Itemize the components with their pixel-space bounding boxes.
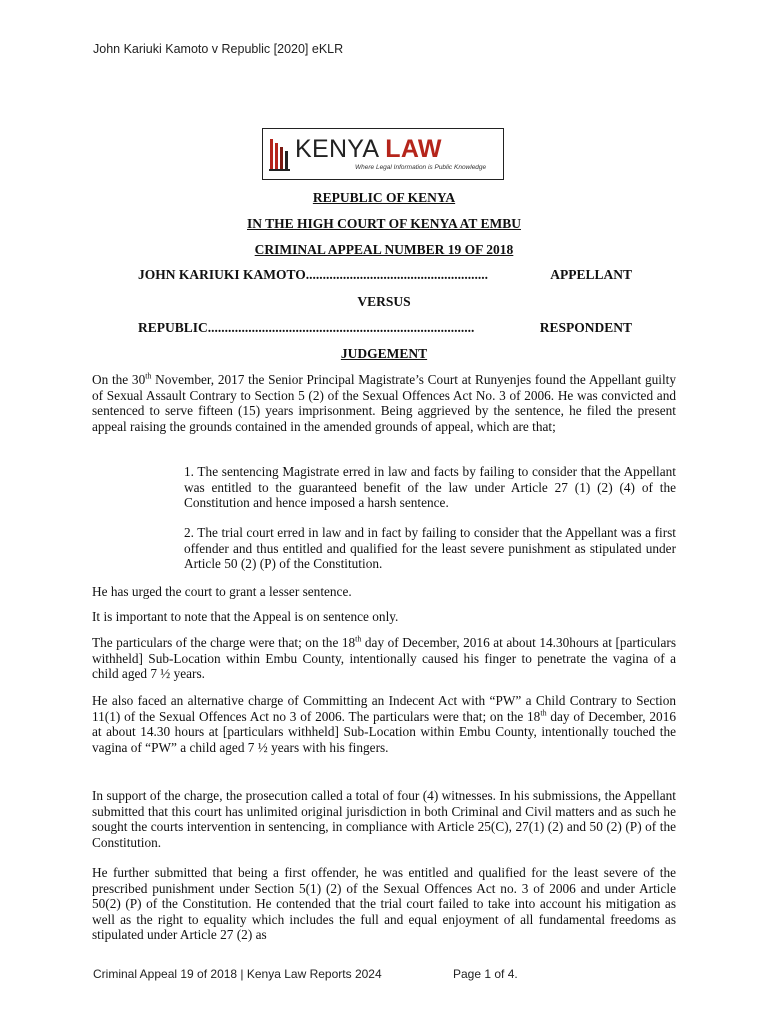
appellant-dots: ...................................................... [305,267,489,282]
p1-text-b: November, 2017 the Senior Principal Magistrate’s Court at Runyenjes found the Appellant guilty of Sexual Assault Contrary to Section 5 (2) of the Sexual Offences Act No. 3 of 2006. He was convicted and sentenced to serve fifteen (15) years imprisonment. Being aggrieved by the sentence, he filed the present appeal raising the grounds contained in the amended grounds of appeal, which are that; [92,372,676,434]
logo-word-kenya: KENYA [295,135,379,163]
versus-label: VERSUS [357,294,411,309]
kenya-law-logo [262,128,504,180]
logo-word-law: LAW [385,135,442,163]
respondent-role: RESPONDENT [539,320,632,335]
paragraph-4 [92,635,676,682]
paragraph-6: In support of the charge, the prosecution called a total of four (4) witnesses. In his submissions, the Appellant submitted that this court has unlimited original jurisdiction in both Criminal and Civil matters and as such he sought the courts intervention in sentencing, in compliance with Article 25(C), 27(1) (2) and 50 (2) (P) of the Constitution. [92,788,676,850]
p5-sup: th [540,708,547,718]
logo-bars-icon [269,137,291,171]
respondent-dots: ............................................................................... [207,320,475,335]
heading-case-number: CRIMINAL APPEAL NUMBER 19 OF 2018 [254,242,514,257]
heading-judgement: JUDGEMENT [340,346,428,361]
appellant-name: JOHN KARIUKI KAMOTO [138,267,306,282]
running-header: John Kariuki Kamoto v Republic [2020] eKLR [93,42,344,56]
appellant-role: APPELLANT [550,267,632,282]
respondent-line [138,320,632,336]
appellant-line [138,267,632,283]
respondent-name: REPUBLIC [138,320,208,335]
logo-tagline: Where Legal Information is Public Knowledge [355,164,487,171]
footer-page-number: Page 1 of 4. [453,967,518,981]
p4-sup: th [355,634,362,644]
heading-republic: REPUBLIC OF KENYA [312,190,456,205]
paragraph-3: It is important to note that the Appeal is on sentence only. [92,609,399,624]
paragraph-5 [92,693,676,755]
heading-court: IN THE HIGH COURT OF KENYA AT EMBU [247,216,521,231]
ground-1: 1. The sentencing Magistrate erred in law and facts by failing to consider that the Appellant was entitled to the guaranteed benefit of the law under Article 27 (1) (2) (4) of the Constitution and hence imposed a harsh sentence. [184,464,676,511]
p4-text-a: The particulars of the charge were that; on the 18 [92,635,356,650]
footer-citation: Criminal Appeal 19 of 2018 | Kenya Law Reports 2024 [93,967,382,981]
paragraph-2: He has urged the court to grant a lesser sentence. [92,584,352,599]
p1-text-a: On the 30 [92,372,146,387]
p1-sup: th [145,371,152,381]
logo-wordmark [295,135,442,163]
p5-text-a: He also faced an alternative charge of Committing an Indecent Act with “PW” a Child Contrary to Section 11(1) of the Sexual Offences Act no 3 of 2006. The particulars were that; on the 18 [92,693,676,724]
paragraph-1 [92,372,676,434]
paragraph-7: He further submitted that being a first offender, he was entitled and qualified for the least severe of the prescribed punishment under Section 5(1) (2) of the Sexual Offences Act no. 3 of 2006 and under Article 50(2) (P) of the Constitution. He contended that the trial court failed to take into account his mitigation as well as the right to equality which includes the full and equal enjoyment of all fundamental freedoms as stipulated under Article 27 (2) as [92,865,676,943]
p4-text-b: day of December, 2016 at about 14.30hours at [particulars withheld] Sub-Location within Embu County, intentionally caused his finger to penetrate the vagina of a child aged 7 ½ years. [92,635,676,682]
p5-text-b: day of December, 2016 at about 14.30 hours at [particulars withheld] Sub-Location within Embu County, intentionally touched the vagina of “PW” a child aged 7 ½ years with his fingers. [92,708,676,755]
ground-2: 2. The trial court erred in law and in fact by failing to consider that the Appellant was a first offender and thus entitled and qualified for the least severe punishment as stipulated under Article 50 (2) (P) of the Constitution. [184,525,676,572]
